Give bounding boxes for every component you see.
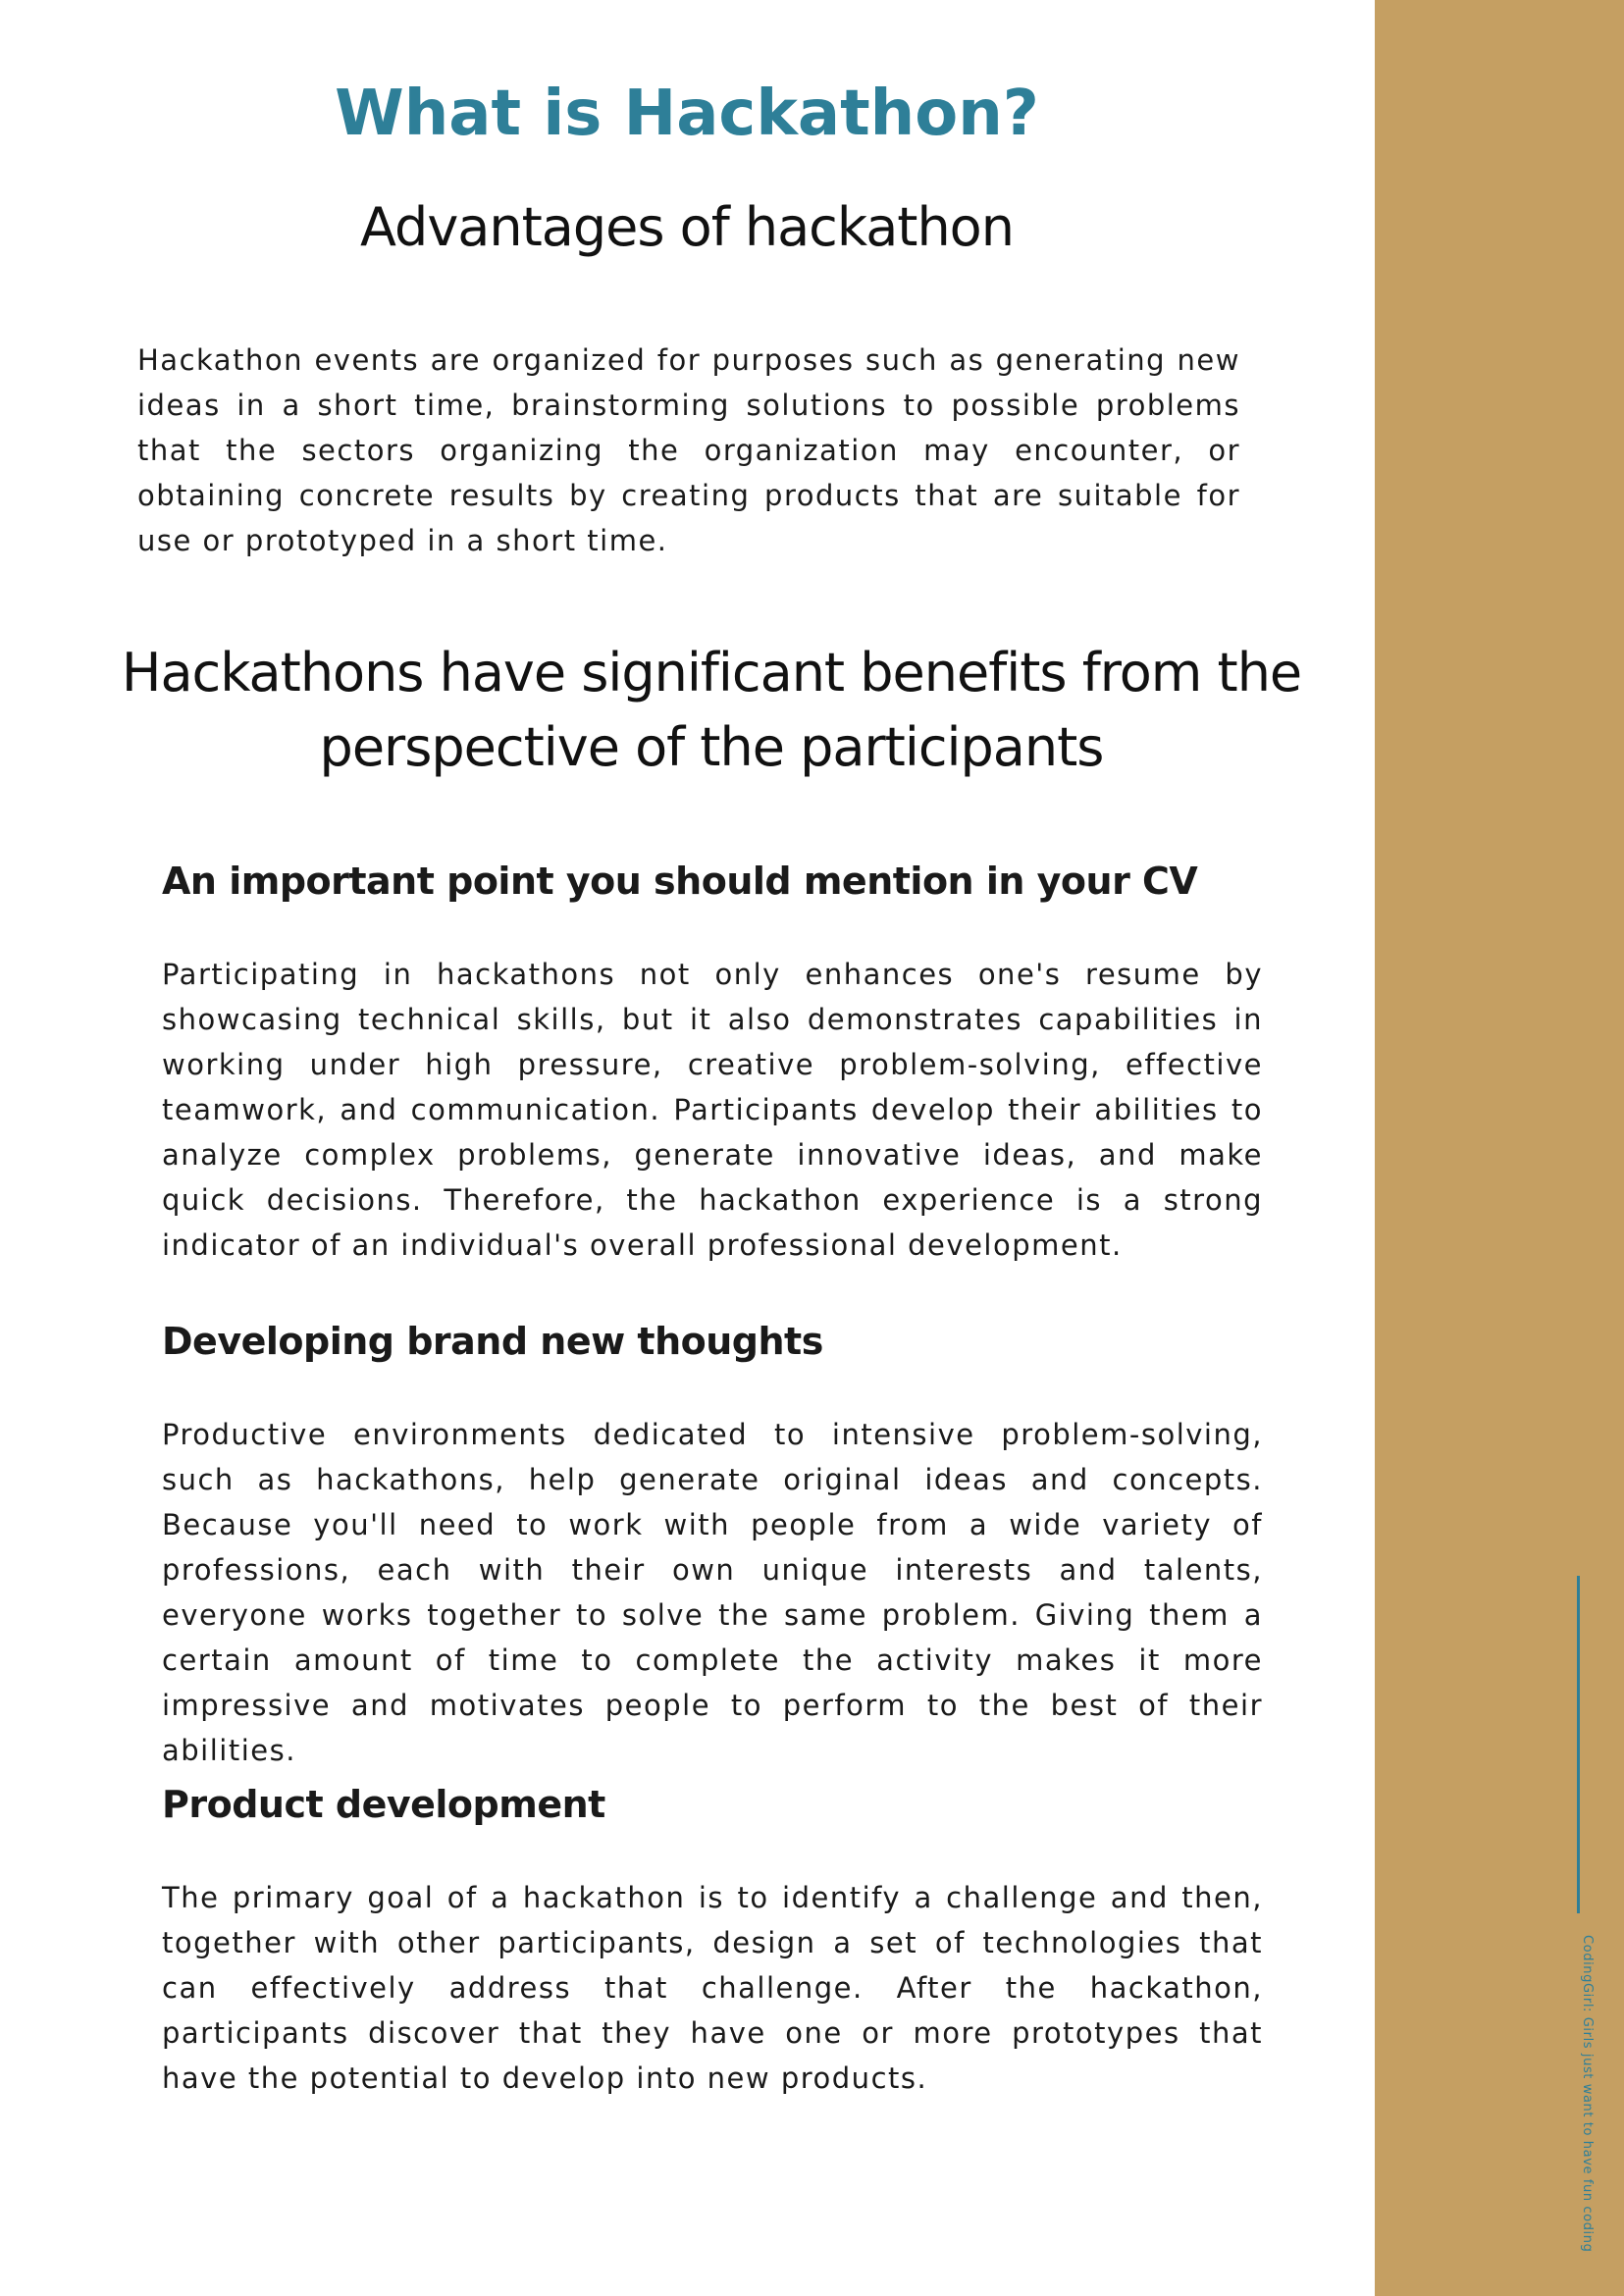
- section-text-product: The primary goal of a hackathon is to identify a challenge and then, together with other participants, design a set of technologies that can effectively address that challenge. After the hackathon, participants discover that they have one or more prototypes that have the potential to develop into new products.: [162, 1881, 1263, 2095]
- sidebar-divider-line: [1577, 1576, 1580, 1913]
- sidebar-tagline: CodingGirl: Girls just want to have fun coding: [1580, 1935, 1595, 2253]
- page-title: What is Hackathon?: [335, 78, 1039, 150]
- section-text-cv: Participating in hackathons not only enhances one's resume by showcasing technical skills, but it also demonstrates capabilities in working under high pressure, creative problem-solving, effective teamwork, and communication. Participants develop their abilities to analyze complex problems, generate innovative ideas, and make quick decisions. Therefore, the hackathon experience is a strong indicator of an individual's overall professional development.: [162, 958, 1263, 1262]
- section-title-thoughts: Developing brand new thoughts: [162, 1320, 823, 1363]
- section-title-product: Product development: [162, 1783, 605, 1826]
- page-subtitle: Advantages of hackathon: [360, 196, 1014, 258]
- section-text-thoughts: Productive environments dedicated to intensive problem-solving, such as hackathons, help generate original ideas and concepts. Because you'll need to work with people from a wide variety of professions, each with their own unique interests and talents, everyone works together to solve the same problem. Giving them a certain amount of time to complete the activity makes it more impressive and motivates people to perform to the best of their abilities.: [162, 1418, 1263, 1767]
- benefits-heading: Hackathons have significant benefits from the perspective of the participants: [121, 642, 1302, 778]
- section-title-cv: An important point you should mention in your CV: [162, 860, 1198, 903]
- intro-paragraph: Hackathon events are organized for purposes such as generating new ideas in a short time, brainstorming solutions to possible problems that the sectors organizing the organization may encounter, or obtaining concrete results by creating products that are suitable for use or prototyped in a short time.: [137, 343, 1240, 557]
